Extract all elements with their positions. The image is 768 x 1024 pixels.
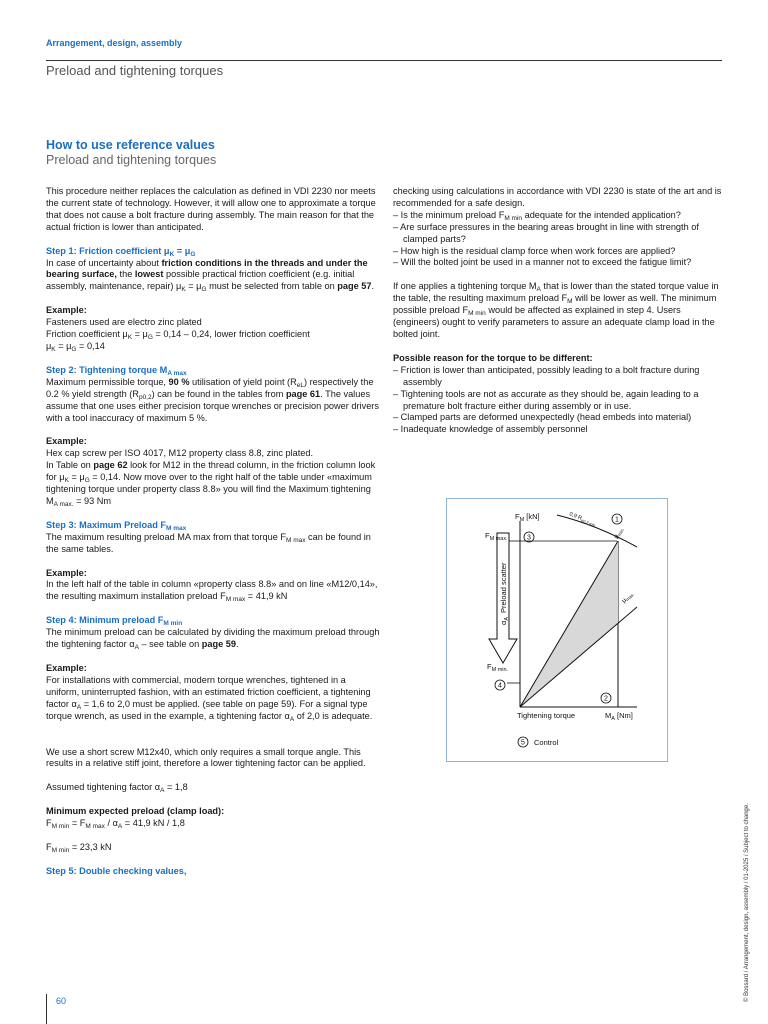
- ma-axis-label: $M_A$ [Nm]: [605, 711, 633, 722]
- assumed-factor: Assumed tightening factor $\alpha_A = 1,8$: [46, 782, 188, 795]
- preload-diagram: [446, 498, 668, 762]
- min-preload-result: $F_{M min} = 23,3$ kN: [46, 842, 112, 855]
- example2-label: Example:: [46, 436, 87, 447]
- page-title: Preload and tightening torques: [46, 63, 224, 78]
- fm-axis-label: $F_M$ [kN]: [515, 512, 540, 523]
- section-subheading: Preload and tightening torques: [46, 153, 217, 167]
- step3-text: The maximum resulting preload MA max from that torque $F_{M max}$ can be found in the same tables.: [46, 531, 371, 554]
- question-1: – Is the minimum preload $F_{M min}$ adequate for the intended application?: [393, 209, 681, 222]
- marker-4-label: 4: [498, 682, 502, 690]
- example2-line1: Hex cap screw per ISO 4017, M12 property class 8.8, zinc plated.: [46, 448, 314, 459]
- mu-min-label: $\mu_{min.}$: [612, 527, 626, 540]
- reason-2: – Tightening tools are not as accurate as they should be, again leading to a premature bolt fracture either during assembly or in use.: [393, 388, 699, 411]
- diagram-svg: [447, 499, 667, 761]
- intro-paragraph: This procedure neither replaces the calculation as defined in VDI 2230 nor meets the current state of technology. However, it will allow one to approximate a torque that does not cause a bolt fracture during assembly. The main reason for that the actual friction is lower than anticipated.: [46, 186, 376, 232]
- question-4: – Will the bolted joint be used in a manner not to exceed the fatigue limit?: [393, 257, 692, 268]
- step2-text: Maximum permissible torque, 90 % utilisation of yield point $(R_{eL})$ respectively the 0.2 % yield strength $(R_{p0,2})$ can be found in the tables from page 61. The values assume that one uses either precision torque wrenches or precision power drivers with a tool inaccuracy of maximum 5 %.: [46, 376, 379, 423]
- example3-label: Example:: [46, 567, 87, 578]
- question-2: – Are surface pressures in the bearing areas brought in line with strength of clamped parts?: [393, 221, 699, 244]
- example1-line1: Fasteners used are electro zinc plated: [46, 317, 202, 328]
- short-screw-text: We use a short screw M12x40, which only requires a small torque angle. This results in a relative stiff joint, therefore a lower tightening factor can be applied.: [46, 746, 366, 769]
- control-label: Control: [534, 738, 559, 747]
- check-questions: [393, 210, 723, 270]
- min-preload-formula: $F_{M min} = F_{M max} / \alpha_A = 41,9$ kN / 1,8: [46, 818, 185, 831]
- example4-label: Example:: [46, 663, 87, 673]
- step1-title: Step 1: Friction coefficient $\mu_K = \mu_G$: [46, 245, 196, 258]
- example3-text: In the left half of the table in column «property class 8.8» and on line «M12/0,14», the resulting maximum installation preload $F_{M max} = 41,9$ kN: [46, 579, 378, 604]
- reason-1: – Friction is lower than anticipated, possibly leading to a bolt fracture during assembly: [393, 364, 700, 387]
- reasons-label: Possible reason for the torque to be different:: [393, 352, 593, 363]
- right-intro: checking using calculations in accordance with VDI 2230 is state of the art and is recommended for a safe design.: [393, 186, 722, 208]
- marker-1-label: 1: [615, 516, 619, 524]
- step4-title: Step 4: Minimum preload $F_{M min}$: [46, 615, 183, 628]
- scatter-label: $\alpha_APreload$ scatter: [499, 562, 510, 625]
- step1-text: In case of uncertainty about friction conditions in the threads and under the bearing surface, the lowest possible practical friction coefficient (e.g. initial assembly, maintenance, repair) $\mu_K = \mu_G$ must be selected from table on page 57.: [46, 257, 375, 294]
- reason-4: – Inadequate knowledge of assembly personnel: [393, 424, 588, 435]
- mu-max-label: $\mu_{max.}$: [620, 591, 636, 605]
- marker-2-label: 2: [604, 695, 608, 703]
- section-heading: How to use reference values: [46, 138, 215, 152]
- fmmax-label: $F_{M max.}$: [485, 531, 508, 542]
- right-column: [393, 186, 723, 448]
- page-number-bar: [46, 994, 47, 1024]
- marker-3-label: 3: [527, 534, 531, 542]
- header-rule: [46, 60, 722, 61]
- lower-torque-paragraph: If one applies a tightening torque $M_A$ that is lower than the stated torque value in the table, the resulting maximum preload $F_M$ will be lower as well. The minimum possible preload $F_{M min}$ would be affected as explained in step 4. Users (engineers) ought to verify parameters to assure an adequate clamp load in the bolted joint.: [393, 281, 719, 339]
- example2-text: In Table on page 62 look for M12 in the thread column, in the friction column look for $\mu_K = \mu_G = 0,14$. Now move over to the right half of the table under «maximum tightening torque under property class 8.8» you will find the Maximum tightening $M_{A max.} = 93$ Nm: [46, 460, 376, 508]
- step4-text: The minimum preload can be calculated by dividing the maximum preload through the tightening factor $\alpha_A$ – see table on page 59.: [46, 627, 380, 652]
- step5-title: Step 5: Double checking values,: [46, 865, 187, 876]
- side-copyright: © Bossard / Arrangement, design, assembly / 01-2025 / Subject to change.: [744, 803, 750, 1002]
- min-preload-label: Minimum expected preload (clamp load):: [46, 806, 225, 817]
- fmmin-label: $F_{M min.}$: [487, 662, 509, 673]
- step2-title: Step 2: Tightening torque $M_{A max}$: [46, 364, 187, 377]
- marker-5-label: 5: [521, 739, 525, 747]
- reason-3: – Clamped parts are deformed unexpectedly (head embeds into material): [393, 412, 692, 423]
- page-number: 60: [56, 996, 67, 1006]
- left-column: [46, 186, 381, 878]
- question-3: – How high is the residual clamp force when work forces are applied?: [393, 245, 676, 256]
- section-kicker: Arrangement, design, assembly: [46, 38, 183, 48]
- tightening-torque-label: Tightening torque: [517, 711, 576, 720]
- step3-title: Step 3: Maximum Preload $F_{M max}$: [46, 519, 187, 532]
- example1-line2: Friction coefficient $\mu_K = \mu_G = 0,14 - 0,24$, lower friction coefficient: [46, 329, 310, 342]
- yield-label: 0,9 $R_{p0,2 min}$: [568, 511, 597, 528]
- example4-text: For installations with commercial, modern torque wrenches, tightened in a uniform, uninterrupted fashion, with an estimated friction coefficient, a tightening factor $\alpha_A = 1,6$ to 2,0 must be applied. (see table on page 59). For a signal type torque wrench, as used in the example, a tightening factor $\alpha_A$ of 2,0 is adequate.: [46, 674, 373, 723]
- example1-line3: $\mu_K = \mu_G = 0,14$: [46, 340, 105, 353]
- example1-label: Example:: [46, 305, 87, 316]
- reasons-list: [393, 365, 723, 436]
- yield-curve: [557, 515, 637, 547]
